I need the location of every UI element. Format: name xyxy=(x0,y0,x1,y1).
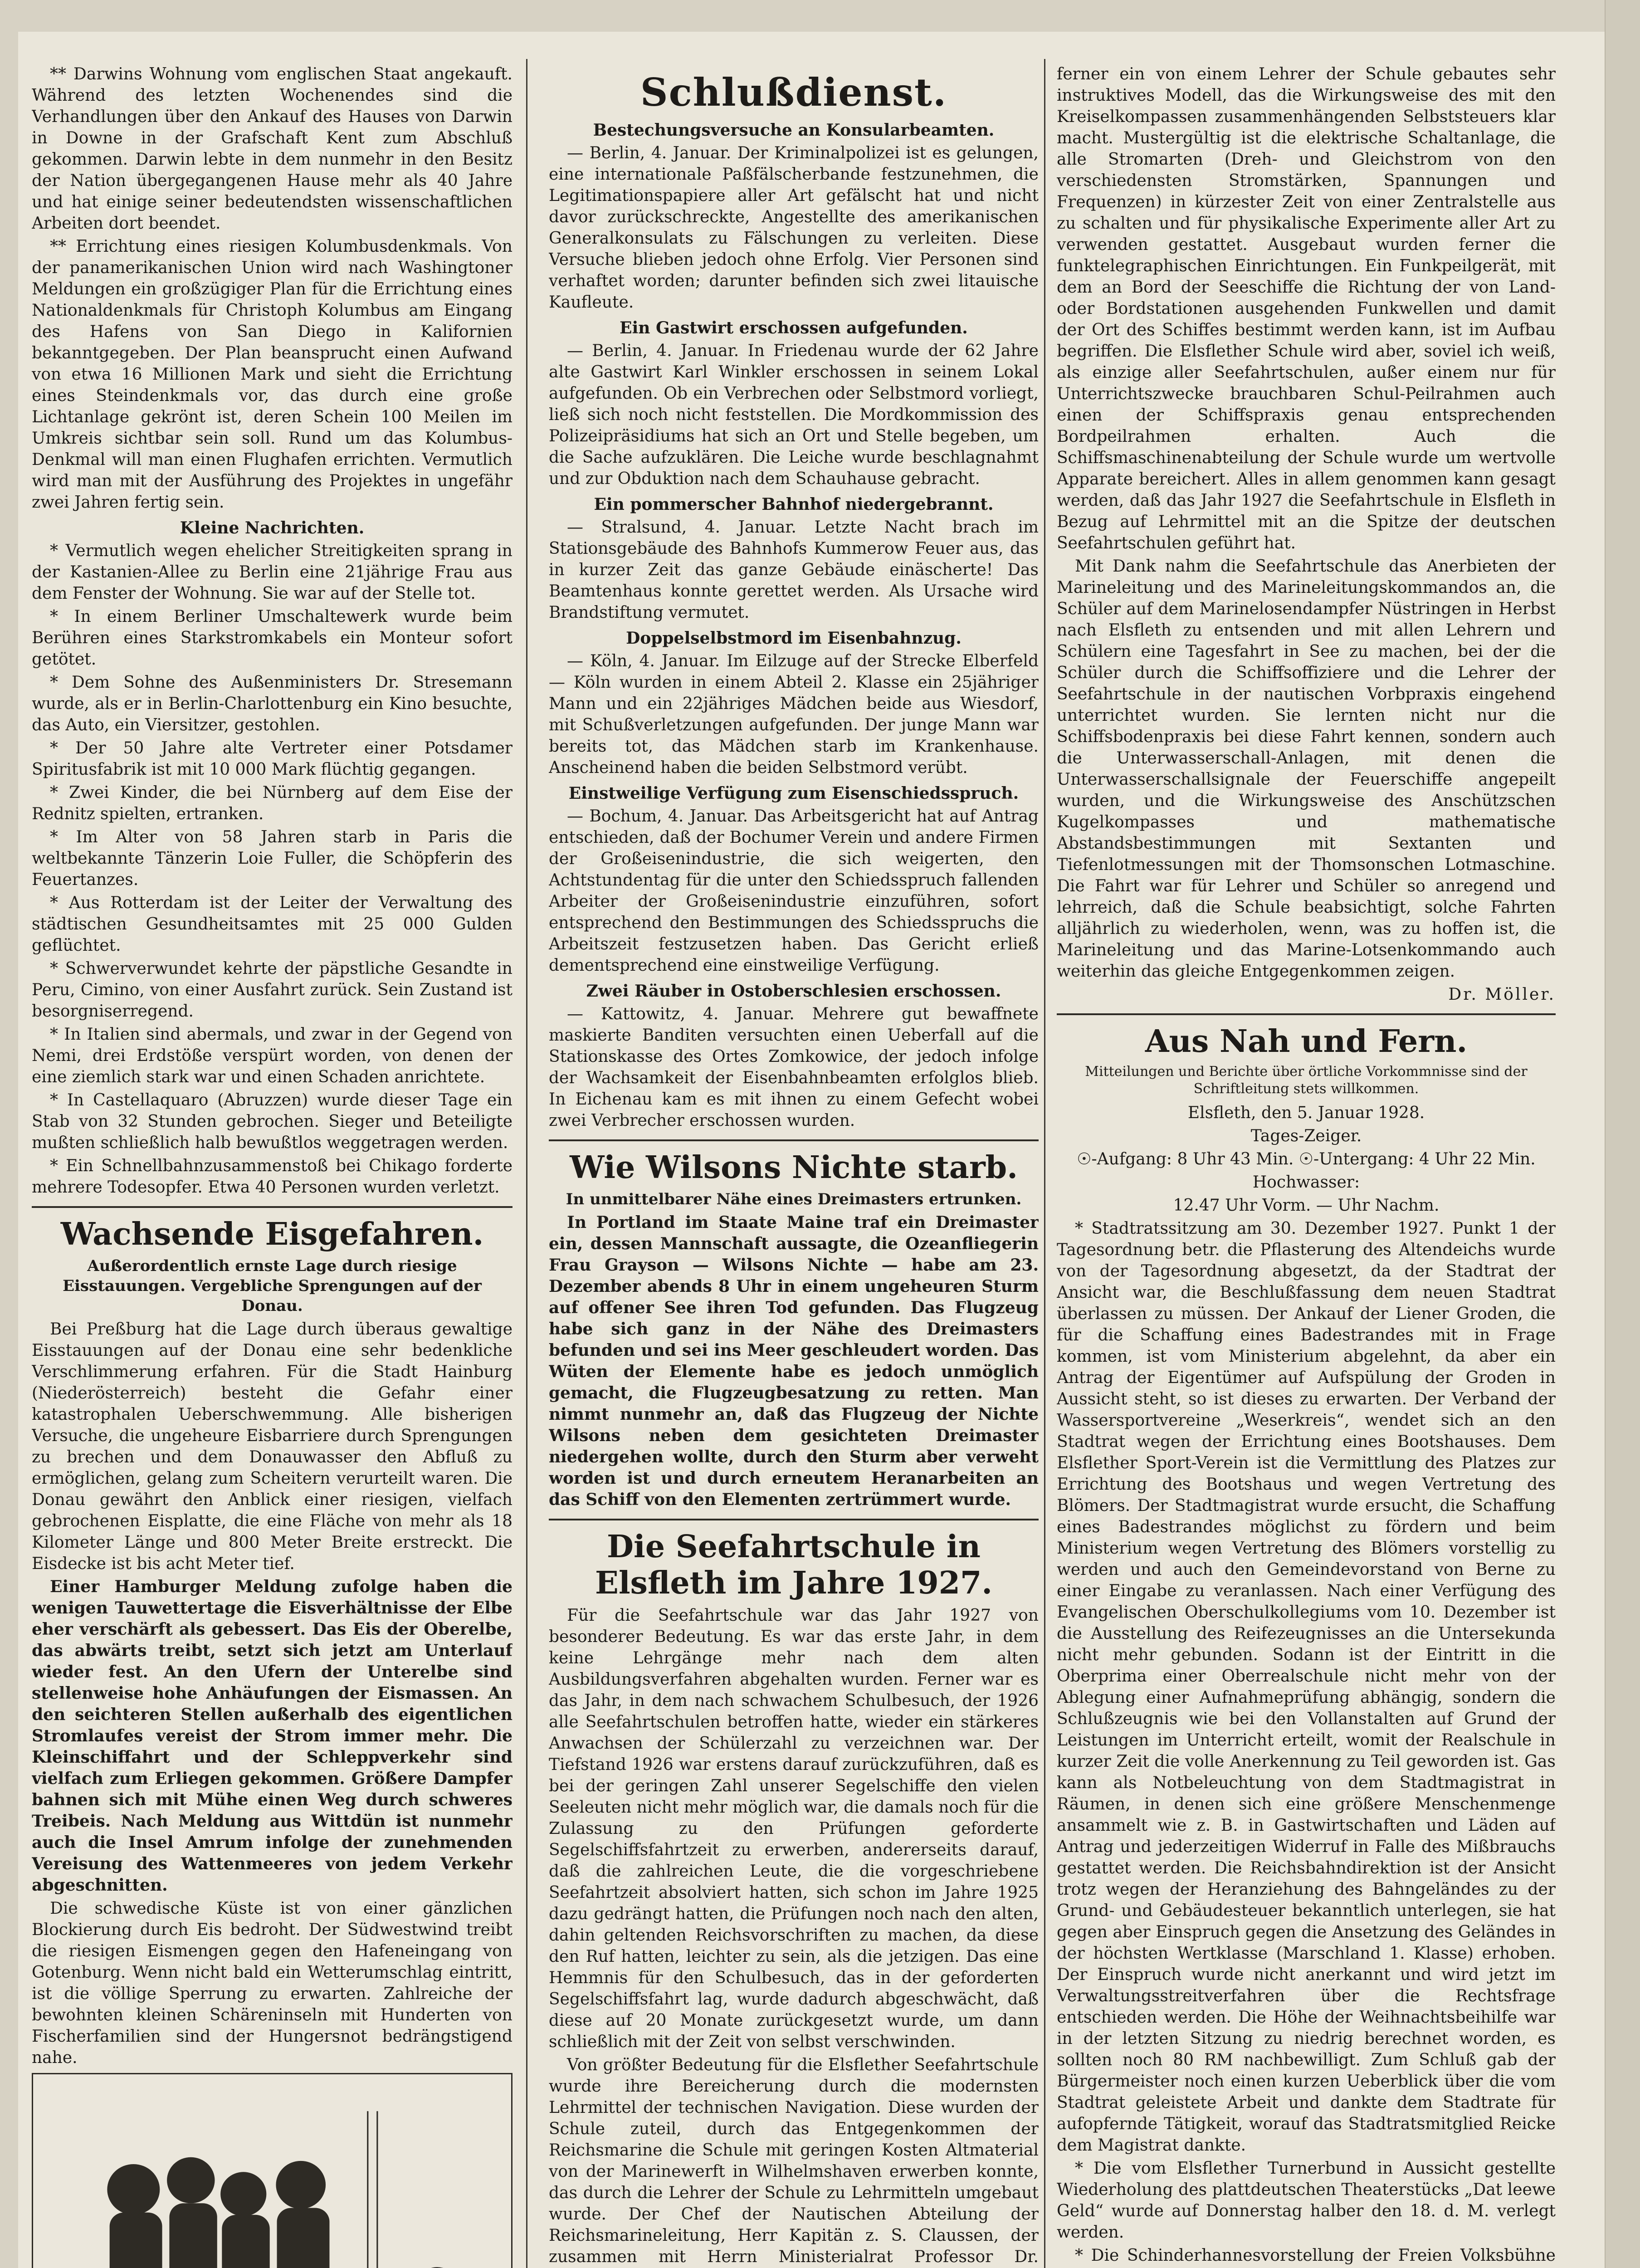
article-paragraph: Für die Seefahrtschule war das Jahr 1927 von besonderer Bedeutung. Es war das erste Jahr, in dem keine Lehrgänge mehr nach dem alten Ausbildungsverfahren abgehalten wurden. Ferner war es das Jahr, in dem nach schwachem Schulbesuch, der 1926 alle Seefahrtschulen betroffen hatte, wieder ein stärkeres Anwachsen der Schülerzahl zu verzeichnen war. Der Tiefstand 1926 war erstens darauf zurückzuführen, daß es bei der geringen Zahl unserer Segelschiffe den vielen Seeleuten nicht mehr möglich war, die damals noch für die Zulassung zu den Prüfungen geforderte Segelschiffsfahrtzeit zu erwerben, andererseits darauf, daß die zahlreichen Leute, die die vorgeschriebene Seefahrtzeit absolviert hatten, sich schon im Jahre 1925 dazu gedrängt hatten, die Prüfungen noch nach den alten, dahin geltenden Reichsvorschriften zu machen, da diese den Ruf hatten, leichter zu sein, als die jetzigen. Das eine Hemmnis für den Schulbesuch, das in der geforderten Segelschiffsfahrt lag, wurde dadurch abgeschwächt, daß diese auf 20 Monate zurückgesetzt wurde, um dann schließlich mit der Zeit von selbst verschwinden. xyxy=(549,1606,1039,2051)
section-rule xyxy=(549,1519,1039,1520)
info-line: Tages-Zeiger. xyxy=(1250,1127,1362,1145)
news-headline: Kleine Nachrichten. xyxy=(180,518,365,538)
article-paragraph: ferner ein von einem Lehrer der Schule gebautes sehr instruktives Modell, das die Wirkungsweise des mit den Kreiselkompassen zusammenhängenden Selbststeuers klar macht. Mustergültig ist die elektrische Schaltanlage, die alle Stromarten (Dreh- und Gleichstrom von den verschiedensten Stromstärken, Spannungen und Frequenzen) in kürzester Zeit von einer Zentralstelle aus zu schalten und für physikalische Experimente aller Art zu verwenden gestattet. Ausgebaut wurden ferner die funktelegraphischen Einrichtungen. Ein Funkpeilgerät, mit dem an Bord der Seeschiffe die Richtung der von Land- oder Bordstationen ausgehenden Funkwellen und damit der Ort des Schiffes bestimmt werden kann, ist im Aufbau begriffen. Die Elsflether Schule wird aber, soviel ich weiß, als einzige aller Seefahrtschulen, außer einem nur für Unterrichtszwecke brauchbaren Schul-Peilrahmen auch einen der Schiffspraxis genau entsprechenden Bordpeilrahmen erhalten. Auch die Schiffsmaschinenabteilung der Schule wurde um wertvolle Apparate bereichert. Alles in allem genommen kann gesagt werden, daß das Jahr 1927 die Seefahrtschule in Elsfleth in Bezug auf Lehrmittel mit an die Spitze der deutschen Seefahrtschulen geführt hat. xyxy=(1057,65,1556,552)
article-paragraph: ** Darwins Wohnung vom englischen Staat angekauft. Während des letzten Wochenendes sind die Verhandlungen über den Ankauf des Hauses von Darwin in Downe in der Grafschaft Kent zum Abschluß gekommen. Darwin lebte in dem nunmehr in den Besitz der Nation übergegangenen Hause mehr als 40 Jahre und hat einige seiner bedeutendsten wissenschaftlichen Arbeiten dort beendet. xyxy=(32,65,512,233)
article-paragraph: * Die Schinderhannesvorstellung der Freien Volksbühne xyxy=(1075,2246,1556,2265)
article-paragraph: * Schwerverwundet kehrte der päpstliche Gesandte in Peru, Cimino, von einer Ausfahrt zurück. Sein Zustand ist besorgniserregend. xyxy=(32,959,512,1021)
article-paragraph: — Bochum, 4. Januar. Das Arbeitsgericht hat auf Antrag entschieden, daß der Bochumer Verein und andere Firmen der Großeisenindustrie, die sich weigerten, den Achtstundentag für die unter den Schiedsspruch fallenden Arbeiter der Großeisenindustrie einzuführen, sofort entsprechend den Bestimmungen des Schiedsspruchs die Arbeitszeit festzusetzen haben. Das Gericht erließ dementsprechend eine einstweilige Verfügung. xyxy=(549,807,1039,975)
info-line: 12.47 Uhr Vorm. — Uhr Nachm. xyxy=(1173,1196,1440,1215)
article-paragraph: Von größter Bedeutung für die Elsflether Seefahrtschule wurde ihre Bereicherung durch die modernsten Lehrmittel der technischen Navigation. Diese wurden der Schule zuteil, durch das Entgegenkommen der Reichsmarine die Schule mit geringen Kosten Altmaterial von der Marinewerft in Wilhelmshaven erwerben konnte, das durch die Lehrer der Schule zu Lehrmitteln umgebaut wurde. Der Chef der Nautischen Abteilung der Reichsmarineleitung, Herr Kapitän z. S. Claussen, der zusammen mit Herrn Ministerialrat Professor Dr. xyxy=(549,2056,1039,2266)
author-signature: Dr. Möller. xyxy=(1448,985,1556,1004)
news-headline: Zwei Räuber in Ostoberschlesien erschossen. xyxy=(586,982,1001,1001)
info-line: Hochwasser: xyxy=(1252,1173,1360,1192)
section-title: Schlußdienst. xyxy=(640,70,947,115)
article-paragraph: — Berlin, 4. Januar. Der Kriminalpolizei ist es gelungen, eine internationale Paßfälscherbande festzunehmen, die Legitimationspapiere aller Art gefälscht hat und nicht davor zurückschreckte, Angestellte des amerikanischen Generalkonsulats zu Fälschungen zu verleiten. Diese Versuche blieben jedoch ohne Erfolg. Vier Personen sind verhaftet worden; darunter befinden sich zwei litauische Kaufleute. xyxy=(549,144,1039,312)
news-headline: Ein pommerscher Bahnhof niedergebrannt. xyxy=(594,495,994,514)
article-paragraph: — Kattowitz, 4. Januar. Mehrere gut bewaffnete maskierte Banditen versuchten einen Ueberfall auf die Stationskasse des Ortes Zomkowice, der jedoch infolge der Wachsamkeit der Eisenbahnbeamten erfolglos blieb. In Eichenau kam es mit ihnen zu einem Gefecht wobei zwei Verbrecher erschossen wurden. xyxy=(549,1005,1039,1130)
section-rule xyxy=(1057,1013,1556,1015)
column-left xyxy=(32,64,512,2268)
article-paragraph: — Köln, 4. Januar. Im Eilzuge auf der Strecke Elberfeld — Köln wurden in einem Abteil 2. Klasse ein 25jähriger Mann und ein 22jähriges Mädchen beide aus Wiesdorf, mit Schußverletzungen aufgefunden. Der junge Mann war bereits tot, das Mädchen starb im Krankenhause. Anscheinend haben die beiden Selbstmord verübt. xyxy=(549,652,1039,777)
article-paragraph: — Berlin, 4. Januar. In Friedenau wurde der 62 Jahre alte Gastwirt Karl Winkler erschossen in seinem Lokal aufgefunden. Ob ein Verbrechen oder Selbstmord vorliegt, ließ sich noch nicht feststellen. Die Mordkommission des Polizeipräsidiums hat sich an Ort und Stelle begeben, um die Sache aufzuklären. Die Leiche wurde beschlagnahmt und zur Obduktion nach dem Schauhause gebracht. xyxy=(549,342,1039,488)
info-line: Elsfleth, den 5. Januar 1928. xyxy=(1187,1104,1425,1122)
article-paragraph: * Dem Sohne des Außenministers Dr. Stresemann wurde, als er in Berlin-Charlottenburg ein Kino besuchte, das Auto, ein Viersitzer, gestohlen. xyxy=(32,673,512,734)
article-paragraph: * Zwei Kinder, die bei Nürnberg auf dem Eise der Rednitz spielten, ertranken. xyxy=(32,783,512,823)
article-paragraph: * In einem Berliner Umschaltewerk wurde beim Berühren eines Starkstromkabels ein Monteur sofort getötet. xyxy=(32,607,512,669)
article-paragraph: ** Errichtung eines riesigen Kolumbusdenkmals. Von der panamerikanischen Union wird nach Washingtoner Meldungen ein großzügiger Plan für die Errichtung eines Nationaldenkmals für Christoph Kolumbus am Eingang des Hafens von San Diego in Kalifornien bekanntgegeben. Der Plan beansprucht einen Aufwand von etwa 16 Millionen Mark und sieht die Errichtung eines Steindenkmals vor, das durch eine große Lichtanlage gekrönt ist, deren Schein 100 Meilen im Umkreis sichtbar sein soll. Rund um das Kolumbus-Denkmal will man einen Flughafen errichten. Vermutlich wird man mit der Ausführung des Projektes in ungefähr zwei Jahren fertig sein. xyxy=(32,237,512,512)
column-rule-1 xyxy=(526,59,527,2268)
article-paragraph: * In Italien sind abermals, und zwar in der Gegend von Nemi, drei Erdstöße verspürt worden, von denen der eine ziemlich stark war und einen Schaden anrichtete. xyxy=(32,1025,512,1086)
article-headline: Wachsende Eisgefahren. xyxy=(60,1216,484,1252)
article-paragraph: * Aus Rotterdam ist der Leiter der Verwaltung des städtischen Gesundheitsamtes mit 25 000 Gulden geflüchtet. xyxy=(32,894,512,955)
column-rule-2 xyxy=(1044,59,1045,2268)
column-right xyxy=(1057,64,1556,2268)
section-note: Mitteilungen und Berichte über örtliche Vorkommnisse sind der Schriftleitung stets willkommen. xyxy=(1085,1064,1528,1097)
article-paragraph: Mit Dank nahm die Seefahrtschule das Anerbieten der Marineleitung und des Marineleitungskommandos an, die Schüler auf dem Marinelosendampfer Nüstringen in Herbst nach Elsfleth zu entsenden und mit allen Lehrern und Schülern eine Tagesfahrt in See zu machen, bei der die Schüler durch die Schiffsoffiziere und die Lehrer der Seefahrtschule in der nautischen Vorbpraxis eingehend unterrichtet wurden. Sie lernten nicht nur die Schiffsbodenpraxis bei diese Fahrt kennen, sondern auch die Unterwasserschall-Anlagen, mit denen die Unterwasserschallsignale der Feuerschiffe angepeilt wurden, und die Wirkungsweise des Anschützschen Kugelkompasses und mathematische Abstandsbestimmungen mit Sextanten und Tiefenlotmessungen mit der Thomsonschen Lotmaschine. Die Fahrt war für Lehrer und Schüler so anregend und lehrreich, daß die Schule beabsichtigt, solche Fahrten alljährlich zu wiederholen, wenn, was zu hoffen ist, die Marineleitung und das Marine-Lotsenkommando auch weiterhin das gleiche Entgegenkommen zeigen. xyxy=(1057,557,1556,981)
article-paragraph: Bei Preßburg hat die Lage durch überaus gewaltige Eisstauungen auf der Donau eine sehr bedenkliche Verschlimmerung erfahren. Für die Stadt Hainburg (Niederösterreich) besteht die Gefahr einer katastrophalen Ueberschwemmung. Alle bisherigen Versuche, die ungeheure Eisbarriere durch Sprengungen zu brechen und dem Donauwasser den Abfluß zu ermöglichen, gelang zum Scheitern verurteilt waren. Die Donau gewährt den Anblick einer riesigen, vielfach gebrochenen Eisplatte, die eine Fläche von mehr als 18 Kilometer Länge und 800 Meter Breite erstreckt. Die Eisdecke ist bis acht Meter tief. xyxy=(32,1320,512,1573)
news-headline: Doppelselbstmord im Eisenbahnzug. xyxy=(626,629,962,648)
article-headline: Die Seefahrtschule in Elsfleth im Jahre 1927. xyxy=(595,1529,992,1601)
info-line: ☉-Aufgang: 8 Uhr 43 Min. ☉-Untergang: 4 Uhr 22 Min. xyxy=(1077,1150,1536,1168)
article-paragraph: Die schwedische Küste ist von einer gänzlichen Blockierung durch Eis bedroht. Der Südwestwind treibt die riesigen Eismengen gegen den Hafeneingang von Gotenburg. Wenn nicht bald ein Wetterumschlag eintritt, ist die völlige Sperrung zu erwarten. Zahlreiche der bewohnten kleinen Schäreninseln mit Hunderten von Fischerfamilien sind der Hungersnot bedrängstigend nahe. xyxy=(32,1899,512,2067)
article-paragraph: Einer Hamburger Meldung zufolge haben die wenigen Tauwettertage die Eisverhältnisse der Elbe eher verschärft als gebessert. Das Eis der Oberelbe, das abwärts treibt, setzt sich jetzt am Unterlauf wieder fest. An den Ufern der Unterelbe sind stellenweise hohe Anhäufungen der Eismassen. An den seichteren Stellen außerhalb des eigentlichen Stromlaufes vereist der Strom immer mehr. Die Kleinschiffahrt und der Schleppverkehr sind vielfach zum Erliegen gekommen. Größere Dampfer bahnen sich mit Mühe einen Weg durch schweres Treibeis. Nach Meldung aus Wittdün ist nunmehr auch die Insel Amrum infolge der zunehmenden Vereisung des Wattenmeeres von jedem Verkehr abgeschnitten. xyxy=(32,1577,512,1895)
page-edge xyxy=(1605,0,1640,2268)
article-paragraph: * Stadtratssitzung am 30. Dezember 1927. Punkt 1 der Tagesordnung betr. die Pflasterung des Altendeichs wurde von der Tagesordnung abgesetzt, da der Stadtrat der Ansicht war, die Beschlußfassung dem neuen Stadtrat überlassen zu müssen. Der Ankauf der Liener Groden, die für die Schaffung eines Badestrandes mit in Frage kommen, ist vom Ministerium abgelehnt, da aber ein Antrag der Eigentümer auf Aufspülung der Groden in Aussicht steht, so ist dieses zu erwarten. Der Verband der Wassersportvereine „Weserkreis“, wendet sich an den Stadtrat wegen der Errichtung eines Bootshauses. Dem Elsflether Sport-Verein ist die Vermittlung des Platzes zur Errichtung des Bootshaus und wegen Vertretung des Blömers. Der Stadtmagistrat wurde ersucht, die Schaffung eines Badestrandes möglichst zu fördern und beim Ministerium wegen Vertretung des Blömers vorstellig zu werden und auch den Gemeindevorstand von Berne zu einer Eingabe zu veranlassen. Nach einer Verfügung des Evangelischen Oberschulkollegiums vom 10. Dezember ist die Ausstellung des Reifezeugnisses an die Untersekunda nicht mehr gebunden. Sodann ist der Eintritt in die Oberprima einer Oberrealschule nicht mehr von der Ablegung einer Aufnahmeprüfung abhängig, sondern die Schlußzeugnis wie bei den Vollanstalten auf Grund der Leistungen im Unterricht erteilt, womit der Realschule in kurzer Zeit die volle Anerkennung zu Teil geworden ist. Gas kann als Notbeleuchtung von dem Stadtmagistrat in Räumen, in denen sich eine größere Menschenmenge ansammelt wie z. B. in Gastwirtschaften und Läden auf Antrag und jederzeitigen Widerruf in Falle des Mißbrauchs gestattet werden. Die Reichsbahndirektion ist der Ansicht trotz wegen der Heranziehung des Bahngeländes zu der Grund- und Gebäudesteuer bekanntlich unterlegen, sie hat gegen aber Einspruch gegen die Ansetzung des Geländes in der höchsten Wertklasse (Marschland 1. Klasse) erhoben. Der Einspruch wurde nicht anerkannt und wird jetzt im Verwaltungsstreitverfahren über die Rechtsfrage entschieden werden. Die Höhe der Weihnachtsbeihilfe war in der letzten Sitzung zu niedrig berechnet worden, es sollten noch 80 RM nachbewilligt. Zum Schluß gab der Bürgermeister noch einen kurzen Ueberblick über die vom Stadtrat geleistete Arbeit und dankte dem Stadtrate für aufopfernde Tätigkeit, worauf das Stadtratsmitglied Reicke dem Magistrat dankte. xyxy=(1057,1219,1556,2155)
article-headline: Wie Wilsons Nichte starb. xyxy=(570,1149,1018,1186)
illustration-drawing xyxy=(33,2074,511,2268)
article-paragraph: * Vermutlich wegen ehelicher Streitigkeiten sprang in der Kastanien-Allee zu Berlin eine 21jährige Frau aus dem Fenster der Wohnung. Sie war auf der Stelle tot. xyxy=(32,542,512,603)
news-headline: Bestechungsversuche an Konsularbeamten. xyxy=(593,121,995,140)
column-middle xyxy=(549,64,1039,2268)
section-rule xyxy=(549,1139,1039,1141)
article-paragraph: * Der 50 Jahre alte Vertreter einer Potsdamer Spiritusfabrik ist mit 10 000 Mark flüchtig gegangen. xyxy=(32,739,512,779)
article-headline: Aus Nah und Fern. xyxy=(1145,1023,1468,1060)
section-rule xyxy=(32,1206,512,1208)
article-paragraph: * Die vom Elsflether Turnerbund in Aussicht gestellte Wiederholung des plattdeutschen Theaterstücks „Dat leewe Geld“ wurde auf Donnerstag halber den 18. d. M. verlegt werden. xyxy=(1057,2159,1556,2242)
article-paragraph: * Ein Schnellbahnzusammenstoß bei Chikago forderte mehrere Todesopfer. Etwa 40 Personen wurden verletzt. xyxy=(32,1157,512,1197)
article-subheadline: In unmittelbarer Nähe eines Dreimasters ertrunken. xyxy=(566,1190,1022,1208)
article-paragraph: * In Castellaquaro (Abruzzen) wurde dieser Tage ein Stab von 32 Stunden gebrochen. Sieger und Beteiligte mußten schließlich halb bewußtlos weggetragen werden. xyxy=(32,1091,512,1152)
article-paragraph: — Stralsund, 4. Januar. Letzte Nacht brach im Stationsgebäude des Bahnhofs Kummerow Feuer aus, das in kurzer Zeit das ganze Gebäude einäscherte! Das Beamtenhaus konnte gerettet werden. Als Ursache wird Brandstiftung vermutet. xyxy=(549,518,1039,622)
article-subheadline: Außerordentlich ernste Lage durch riesige Eisstauungen. Vergebliche Sprengungen auf der Donau. xyxy=(63,1257,482,1315)
newspaper-page xyxy=(18,32,1606,2268)
article-paragraph: * Im Alter von 58 Jahren starb in Paris die weltbekannte Tänzerin Loie Fuller, die Schöpferin des Feuertanzes. xyxy=(32,828,512,889)
news-headline: Ein Gastwirt erschossen aufgefunden. xyxy=(620,318,968,337)
illustration-vehicle xyxy=(32,2073,512,2268)
news-headline: Einstweilige Verfügung zum Eisenschiedsspruch. xyxy=(568,784,1019,803)
article-paragraph: In Portland im Staate Maine traf ein Dreimaster ein, dessen Mannschaft aussagte, die Ozeanfliegerin Frau Grayson — Wilsons Nichte — habe am 23. Dezember abends 8 Uhr in einem ungeheuren Sturm auf offener See ihren Tod gefunden. Das Flugzeug habe sich ganz in der Nähe des Dreimasters befunden und sei ins Meer geschleudert worden. Das Wüten der Elemente habe es jedoch unmöglich gemacht, die Flugzeugbesatzung zu retten. Man nimmt nunmehr an, daß das Flugzeug der Nichte Wilsons neben dem gesichteten Dreimaster niedergehen wollte, durch den Sturm aber verweht worden ist und durch erneutem Heranarbeiten an das Schiff von den Elementen zertrümmert wurde. xyxy=(549,1213,1039,1509)
